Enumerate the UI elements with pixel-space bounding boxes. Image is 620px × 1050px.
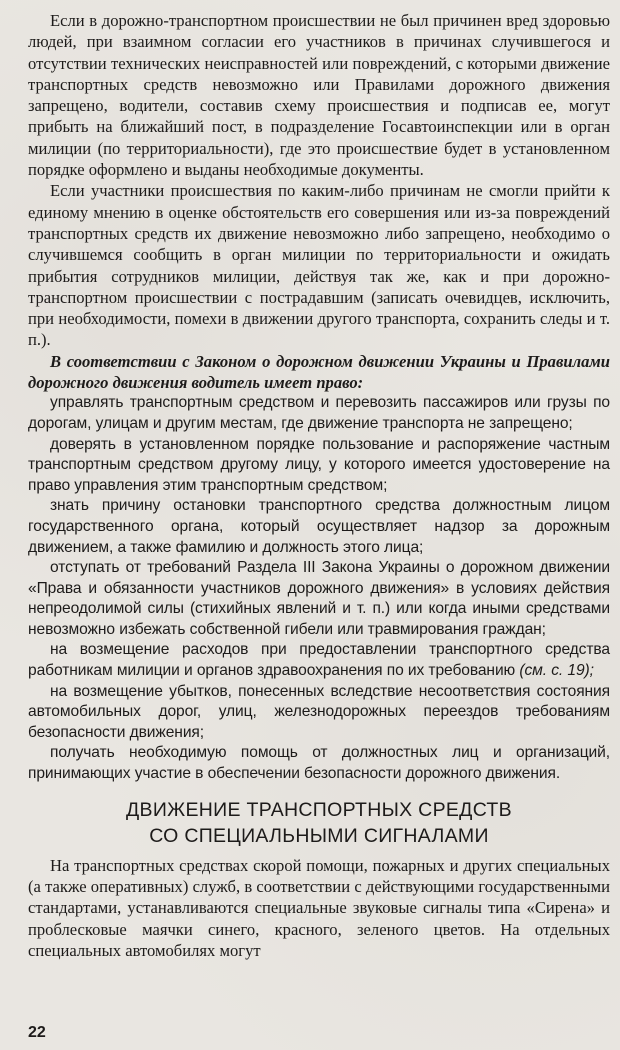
page-number: 22 bbox=[28, 1024, 46, 1041]
section-title-line-2: СО СПЕЦИАЛЬНЫМИ СИГНАЛАМИ bbox=[149, 824, 489, 847]
section-title bbox=[28, 797, 610, 849]
rights-item-6: на возмещение убытков, понесенных вследствие несоответствия состояния автомобильных дорог, улиц, железнодорожных переездов требованиям безопасности движения; bbox=[28, 682, 610, 741]
rights-item-2: доверять в установленном порядке пользование и распоряжение частным транспортным средством другому лицу, у которого имеется удостоверение на право управления этим транспортным средством; bbox=[28, 435, 610, 494]
rights-item-4: отступать от требований Раздела III Закона Украины о дорожном движении «Права и обязанности участников дорожного движения» в условиях действия непреодолимой силы (стихийных явлений и т. п.) или когда иными средствами невозможно избежать собственной гибели или травмирования граждан; bbox=[28, 559, 610, 638]
rights-heading: В соответствии с Законом о дорожном движении Украины и Правилами дорожного движения водитель имеет право: bbox=[28, 351, 610, 393]
section-title-line-1: ДВИЖЕНИЕ ТРАНСПОРТНЫХ СРЕДСТВ bbox=[126, 798, 512, 821]
intro-paragraph-2: Если участники происшествия по каким-либо причинам не смогли прийти к единому мнению в оценке обстоятельств его совершения или из-за повреждений транспортных средств их движение невозможно либо запрещено, необходимо о случившемся сообщить в орган милиции по территориальности и ожидать прибытия сотрудников милиции, действуя так же, как и при дорожно-транспортном происшествии с пострадавшим (записать очевидцев, исключить, при необходимости, помехи в движении другого транспорта, сохранить следы и т. п.). bbox=[28, 181, 610, 350]
rights-item-3: знать причину остановки транспортного средства должностным лицом государственного органа, который осуществляет надзор за дорожным движением, а также фамилию и должность этого лица; bbox=[28, 497, 610, 556]
rights-item-5-text: на возмещение расходов при предоставлении транспортного средства работникам милиции и органов здравоохранения по их требованию bbox=[28, 641, 610, 680]
section-paragraph: На транспортных средствах скорой помощи, пожарных и других специальных (а также оперативных) служб, в соответствии с действующими государственными стандартами, устанавливаются специальные звуковые сигналы типа «Сирена» и проблесковые маячки синего, красного, зеленого цветов. На отдельных специальных автомобилях могут bbox=[28, 855, 610, 960]
page-reference: (см. с. 19); bbox=[519, 662, 594, 680]
rights-list bbox=[28, 393, 610, 784]
rights-item-5 bbox=[28, 640, 610, 681]
intro-paragraph-1: Если в дорожно-транспортном происшествии не был причинен вред здоровью людей, при взаимном согласии его участников в причинах случившегося и отсутствии технических неисправностей или повреждений, с которыми движение транспортных средств невозможно или Правилами дорожного движения запрещено, водители, составив схему происшествия и подписав ее, могут прибыть на ближайший пост, в подразделение Госавтоинспекции или в орган милиции (по территориальности), где это происшествие будет в установленном порядке оформлено и выданы необходимые документы. bbox=[28, 11, 610, 180]
rights-item-7: получать необходимую помощь от должностных лиц и организаций, принимающих участие в обеспечении безопасности дорожного движения. bbox=[28, 744, 610, 783]
rights-item-1: управлять транспортным средством и перевозить пассажиров или грузы по дорогам, улицам и другим местам, где движение транспорта не запрещено; bbox=[28, 394, 610, 432]
